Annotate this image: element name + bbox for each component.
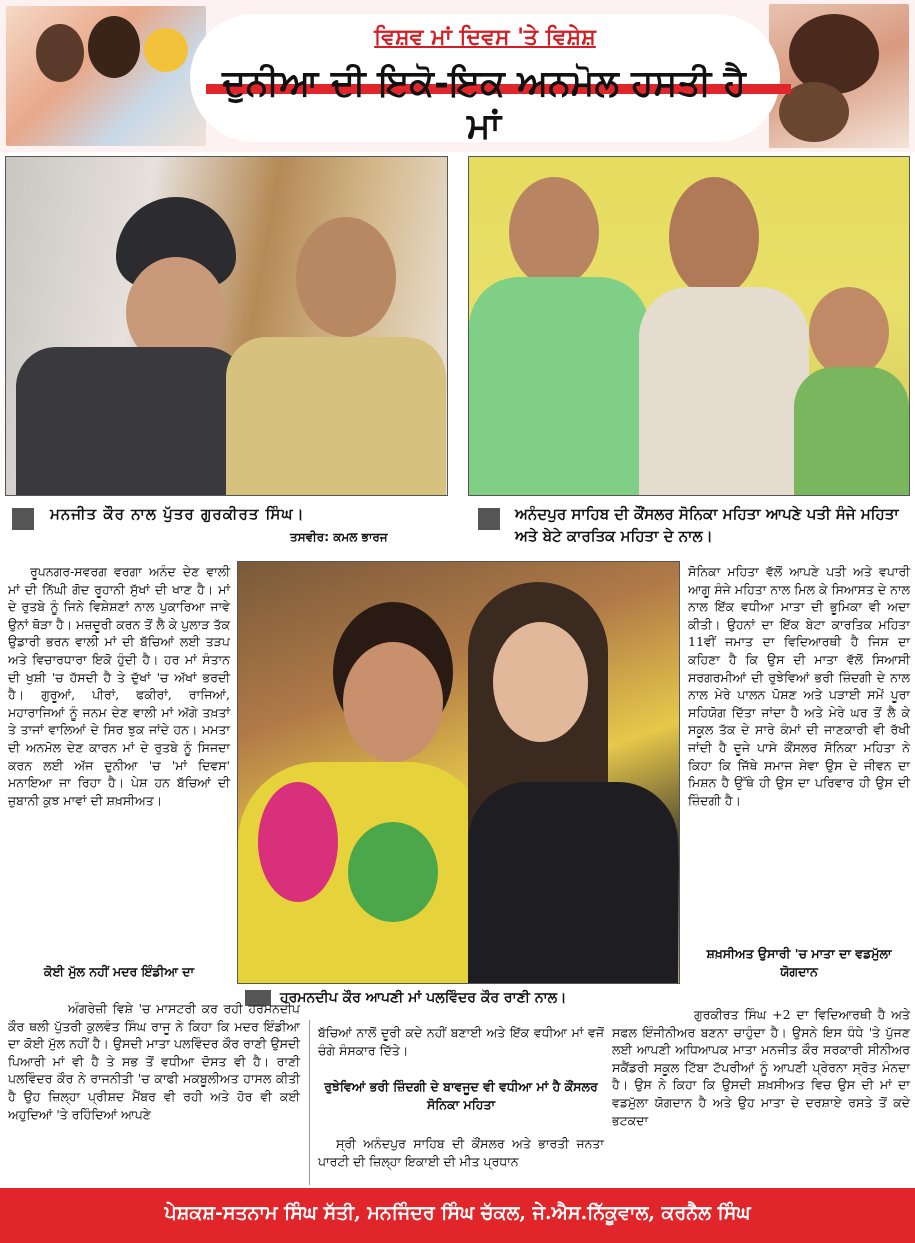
- header-photo-right: [769, 4, 909, 148]
- mother-face: [343, 642, 443, 762]
- para-harmandeep: ਅੰਗਰੇਜ਼ੀ ਵਿਸ਼ੇ 'ਚ ਮਾਸਟਰੀ ਕਰ ਰਹੀ ਹਰਮਨਦੀਪ ਕੌਰ ਥਲੀ ਪੁੱਤਰੀ ਕੁਲਵੰਤ ਸਿੰਘ ਰਾਜੂ ਨੇ ਕਿਹਾ ਕਿ ਮਦਰ ਇੰਡੀਆ ਦਾ ਕੋਈ ਮੁੱਲ ਨਹੀਂ ਹੈ। ਉਸਦੀ ਮਾਤਾ ਪਲਵਿੰਦਰ ਕੌਰ ਰਾਣੀ ਉਸਦੀ ਪਿਆਰੀ ਮਾਂ ਵੀ ਹੈ ਤੇ ਸਭ ਤੋਂ ਵਧੀਆ ਦੋਸਤ ਵੀ ਹੈ। ਰਾਣੀ ਪਲਵਿੰਦਰ ਕੌਰ ਨੇ ਰਾਜਨੀਤੀ 'ਚ ਕਾਫੀ ਮਕਬੂਲੀਅਤ ਹਾਸਲ ਕੀਤੀ ਹੈ ਉਹ ਜ਼ਿਲ੍ਹਾ ਪ੍ਰੀਸ਼ਦ ਮੈਂਬਰ ਵੀ ਰਹੀ ਅਤੇ ਹੋਰ ਵੀ ਕਈ ਅਹੁਦਿਆਂ 'ਤੇ ਰਹਿੰਦਿਆਂ ਆਪਣੇ: [8, 1001, 300, 1122]
- son-jacket: [16, 347, 246, 496]
- subhead-personality: ਸ਼ਖ਼ਸੀਅਤ ਉਸਾਰੀ 'ਚ ਮਾਤਾ ਦਾ ਵਡਮੁੱਲਾ ਯੋਗਦਾਨ: [706, 946, 892, 979]
- turban-child-figure: [144, 28, 188, 72]
- photo-mehta-family: [468, 156, 910, 496]
- header-photo-left: [6, 6, 206, 146]
- mother-suit: [794, 367, 909, 496]
- daughter-face: [493, 622, 588, 742]
- subhead-councillor: ਰੁਝੇਵਿਆਂ ਭਰੀ ਜ਼ਿੰਦਗੀ ਦੇ ਬਾਵਜੂਦ ਵੀ ਵਧੀਆ ਮਾਂ ਹੈ ਕੌਂਸਲਰ ਸੋਨਿਕਾ ਮਹਿਤਾ: [324, 1079, 598, 1112]
- photo3-caption: ਹਰਮਨਦੀਪ ਕੌਰ ਆਪਣੀ ਮਾਂ ਪਲਵਿੰਦਰ ਕੌਰ ਰਾਣੀ ਨਾਲ।: [280, 990, 567, 1006]
- mother-face: [809, 287, 889, 377]
- header-subtitle: ਵਿਸ਼ਵ ਮਾਂ ਦਿਵਸ 'ਤੇ ਵਿਸ਼ੇਸ਼: [374, 24, 596, 50]
- para-councillor-intro: ਸ੍ਰੀ ਅਨੰਦਪੁਰ ਸਾਹਿਬ ਦੀ ਕੌਂਸਲਰ ਅਤੇ ਭਾਰਤੀ ਜਨਤਾ ਪਾਰਟੀ ਦੀ ਜ਼ਿਲ੍ਹਾ ਇਕਾਈ ਦੀ ਮੀਤ ਪ੍ਰਧਾਨ: [318, 1136, 604, 1169]
- child-figure: [36, 24, 84, 82]
- mother-figure-right: [789, 14, 879, 94]
- photo1-credit: ਤਸਵੀਰ: ਕਮਲ ਭਾਰਜ: [290, 530, 388, 544]
- para-mid-continuation: ਬੱਚਿਆਂ ਨਾਲੋਂ ਦੂਰੀ ਕਦੇ ਨਹੀਂ ਬਣਾਈ ਅਤੇ ਇੱਕ ਵਧੀਆ ਮਾਂ ਵਜੋਂ ਚੰਗੇ ਸੰਸਕਾਰ ਦਿੱਤੇ।: [318, 1025, 604, 1058]
- footer-credits: ਪੇਸ਼ਕਸ਼-ਸਤਨਾਮ ਸਿੰਘ ਸੱਤੀ, ਮਨਜਿੰਦਰ ਸਿੰਘ ਚੱਕਲ, ਜੇ.ਐਸ.ਨਿੱਕੂਵਾਲ, ਕਰਨੈਲ ਸਿੰਘ: [164, 1202, 751, 1224]
- mother-figure: [88, 16, 140, 78]
- header-banner: [0, 0, 915, 152]
- photo2-caption: ਅਨੰਦਪੁਰ ਸਾਹਿਬ ਦੀ ਕੌਂਸਲਰ ਸੋਨਿਕਾ ਮਹਿਤਾ ਆਪਣੇ ਪਤੀ ਸੰਜੇ ਮਹਿਤਾ ਅਤੇ ਬੇਟੇ ਕਾਰਤਿਕ ਮਹਿਤਾ ਦੇ ਨਾਲ।: [515, 505, 899, 545]
- mother-face: [296, 217, 396, 337]
- son-face: [509, 177, 599, 287]
- header-title: ਦੁਨੀਆ ਦੀ ਇਕੋ-ਇਕ ਅਨਮੋਲ ਹਸਤੀ ਹੈ ਮਾਂ: [222, 62, 746, 147]
- dupatta-green: [348, 822, 438, 922]
- caption-marker: [12, 508, 34, 530]
- father-face: [669, 177, 759, 297]
- column-divider: [309, 1020, 310, 1185]
- para-sonika: ਸੋਨਿਕਾ ਮਹਿਤਾ ਵੱਲੋਂ ਆਪਣੇ ਪਤੀ ਅਤੇ ਵਪਾਰੀ ਆਗੂ ਸੰਜੇ ਮਹਿਤਾ ਨਾਲ ਮਿਲ ਕੇ ਸਿਆਸਤ ਦੇ ਨਾਲ ਨਾਲ ਇੱਕ ਵਧੀਆ ਮਾਤਾ ਦੀ ਭੂਮਿਕਾ ਵੀ ਅਦਾ ਕੀਤੀ। ਉਹਨਾਂ ਦਾ ਇੱਕ ਬੇਟਾ ਕਾਰਤਿਕ ਮਹਿਤਾ 11ਵੀਂ ਜਮਾਤ ਦਾ ਵਿਦਿਆਰਥੀ ਹੈ ਜਿਸ ਦਾ ਕਹਿਣਾ ਹੈ ਕਿ ਉਸ ਦੀ ਮਾਤਾ ਵੱਲੋਂ ਸਿਆਸੀ ਸਰਗਰਮੀਆਂ ਦੀ ਰੁਝੇਵਿਆਂ ਭਰੀ ਜ਼ਿੰਦਗੀ ਦੇ ਨਾਲ ਨਾਲ ਮੇਰੇ ਪਾਲਨ ਪੋਸ਼ਣ ਅਤੇ ਪੜਾਈ ਸਮੇਂ ਪੂਰਾ ਸਹਿਯੋਗ ਦਿੱਤਾ ਜਾਂਦਾ ਹੈ ਅਤੇ ਮੇਰੇ ਘਰ ਤੋਂ ਲੈ ਕੇ ਸਕੂਲ ਤੱਕ ਦੇ ਸਾਰੇ ਕੰਮਾਂ ਦੀ ਜਾਣਕਾਰੀ ਵੀ ਰੱਖੀ ਜਾਂਦੀ ਹੈ ਦੂਜੇ ਪਾਸੇ ਕੌਂਸਲਰ ਸੋਨਿਕਾ ਮਹਿਤਾ ਨੇ ਕਿਹਾ ਕਿ ਜਿੱਥੇ ਸਮਾਜ ਸੇਵਾ ਉਸ ਦੇ ਜੀਵਨ ਦਾ ਮਿਸ਼ਨ ਹੈ ਉੱਥੇ ਹੀ ਉਸ ਦਾ ਪਰਿਵਾਰ ਹੀ ਉਸ ਦੀ ਜ਼ਿੰਦਗੀ ਹੈ।: [688, 564, 910, 808]
- photo-manjeet-gurkirat: [5, 156, 448, 496]
- intro-paragraph: ਰੂਪਨਗਰ-ਸਵਰਗ ਵਰਗਾ ਅਨੰਦ ਦੇਣ ਵਾਲੀ ਮਾਂ ਦੀ ਨਿੱਘੀ ਗੋਦ ਰੂਹਾਨੀ ਸੁੱਖਾਂ ਦੀ ਖਾਣ ਹੈ। ਮਾਂ ਦੇ ਰੁਤਬੇ ਨੂੰ ਜਿਨੇ ਵਿਸ਼ੇਸ਼ਣਾਂ ਨਾਲ ਪੁਕਾਰਿਆ ਜਾਵੇ ਉਨਾਂ ਥੋੜਾ ਹੈ। ਮਜ਼ਦੂਰੀ ਕਰਨ ਤੋਂ ਲੈ ਕੇ ਪੁਲਾੜ ਤੱਕ ਉਡਾਰੀ ਭਰਨ ਵਾਲੀ ਮਾਂ ਦੀ ਬੱਚਿਆਂ ਲਈ ਤੜਪ ਅਤੇ ਵਿਚਾਰਧਾਰਾ ਇਕੋ ਹੁੰਦੀ ਹੈ। ਹਰ ਮਾਂ ਸੰਤਾਨ ਦੀ ਖੁਸ਼ੀ 'ਚ ਹੱਸਦੀ ਹੈ ਤੇ ਦੁੱਖਾਂ 'ਚ ਅੱਖਾਂ ਭਰਦੀ ਹੈ। ਗੁਰੂਆਂ, ਪੀਰਾਂ, ਫਕੀਰਾਂ, ਰਾਜਿਆਂ, ਮਹਾਰਾਜਿਆਂ ਨੂੰ ਜਨਮ ਦੇਣ ਵਾਲੀ ਮਾਂ ਅੱਗੇ ਤਖ਼ਤਾਂ ਤੇ ਤਾਜਾਂ ਵਾਲਿਆਂ ਦੇ ਸਿਰ ਝੁਕ ਜਾਂਦੇ ਹਨ। ਮਮਤਾ ਦੀ ਅਨਮੋਲ ਦੇਣ ਕਾਰਨ ਮਾਂ ਦੇ ਰੁਤਬੇ ਨੂੰ ਸਿਜਦਾ ਕਰਨ ਲਈ ਅੱਜ ਦੁਨੀਆ 'ਚ 'ਮਾਂ ਦਿਵਸ' ਮਨਾਇਆ ਜਾ ਰਿਹਾ ਹੈ। ਪੇਸ਼ ਹਨ ਬੱਚਿਆਂ ਦੀ ਜ਼ੁਬਾਨੀ ਕੁਝ ਮਾਵਾਂ ਦੀ ਸ਼ਖ਼ਸੀਅਤ।: [8, 564, 230, 808]
- son-tshirt: [469, 277, 649, 496]
- daughter-top: [468, 782, 678, 984]
- mother-sweater: [226, 337, 446, 496]
- dupatta-pink: [258, 782, 338, 902]
- photo-harmandeep-palwinder: [237, 561, 680, 984]
- photo1-caption: ਮਨਜੀਤ ਕੌਰ ਨਾਲ ਪੁੱਤਰ ਗੁਰਕੀਰਤ ਸਿੰਘ।: [50, 505, 305, 523]
- para-gurkirat: ਗੁਰਕੀਰਤ ਸਿੰਘ +2 ਦਾ ਵਿਦਿਆਰਥੀ ਹੈ ਅਤੇ ਸਫਲ ਇੰਜੀਨੀਅਰ ਬਣਨਾ ਚਾਹੁੰਦਾ ਹੈ। ਉਸਨੇ ਇਸ ਧੰਧੇ 'ਤੇ ਪੁੱਜਣ ਲਈ ਆਪਣੀ ਅਧਿਆਪਕ ਮਾਤਾ ਮਨਜੀਤ ਕੌਰ ਸਰਕਾਰੀ ਸੀਨੀਅਰ ਸਕੈਂਡਰੀ ਸਕੂਲ ਟਿੱਬਾ ਟੱਪਰੀਆਂ ਨੂੰ ਆਪਣੀ ਪ੍ਰੇਰਨਾ ਸ੍ਰੋਤ ਮੰਨਦਾ ਹੈ। ਉਸ ਨੇ ਕਿਹਾ ਕਿ ਉਸਦੀ ਸ਼ਖ਼ਸੀਅਤ ਵਿਚ ਉਸ ਦੀ ਮਾਂ ਦਾ ਵਡਮੁੱਲਾ ਯੋਗਦਾਨ ਹੈ ਅਤੇ ਉਹ ਮਾਤਾ ਦੇ ਦਰਸ਼ਾਏ ਰਸਤੇ ਤੋਂ ਕਦੇ ਭਟਕਦਾ: [612, 1007, 910, 1128]
- father-shirt: [639, 287, 809, 496]
- caption-marker: [478, 508, 500, 530]
- subhead-mother-india: ਕੋਈ ਮੁੱਲ ਨਹੀਂ ਮਦਰ ਇੰਡੀਆ ਦਾ: [43, 964, 195, 979]
